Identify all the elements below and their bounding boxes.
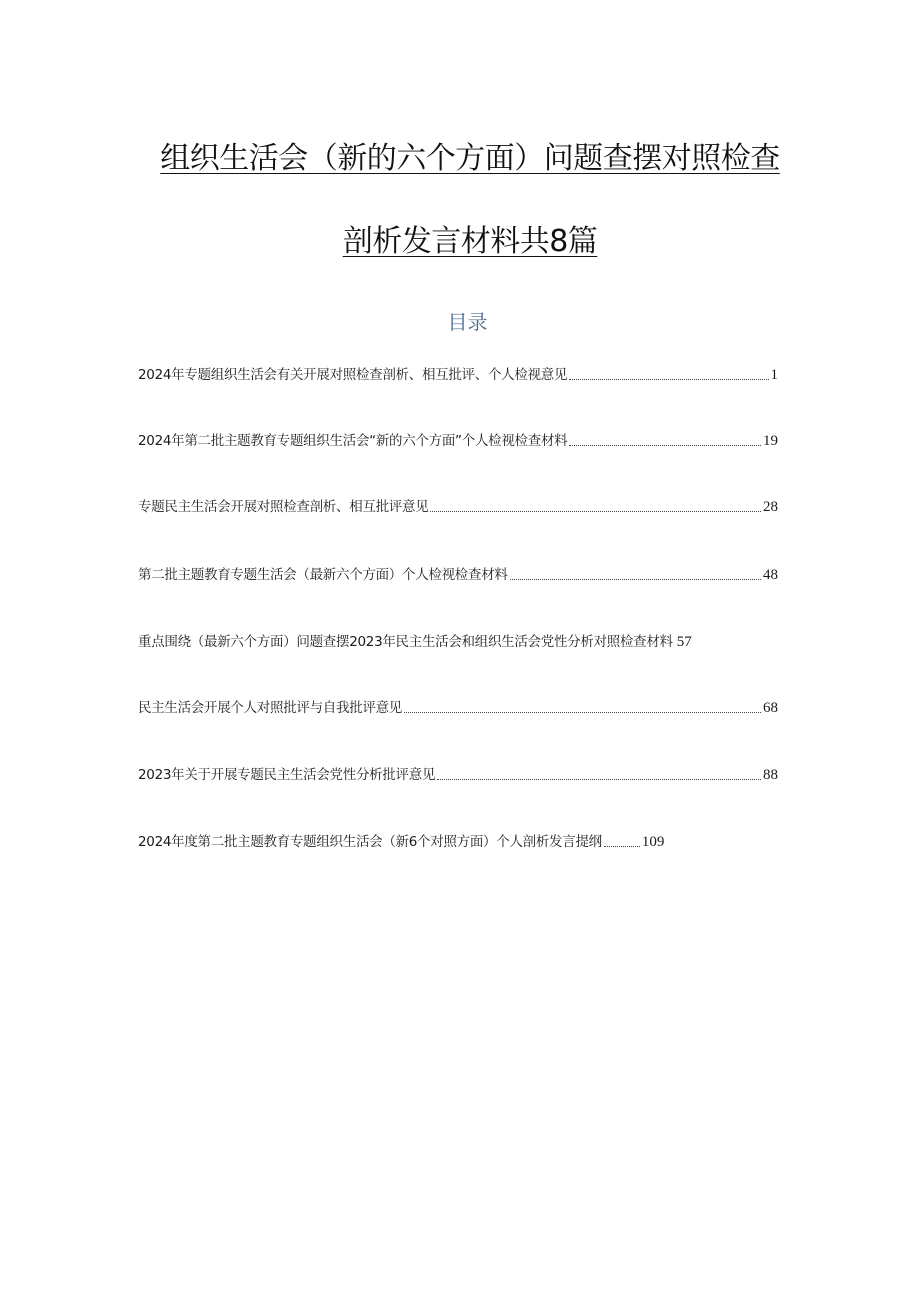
toc-entry-title: 重点围绕（最新六个方面）问题查摆2023年民主生活会和组织生活会党性分析对照检查材料 [138, 634, 673, 650]
toc-entry-6[interactable] [138, 698, 778, 718]
toc-entry-title: 2024年专题组织生活会有关开展对照检查剖析、相互批评、个人检视意见 [138, 367, 568, 383]
document-title-text-1: 组织生活会（新的六个方面）问题查摆对照检查 [160, 141, 780, 176]
toc-page-number: 48 [763, 567, 778, 583]
toc-dot-leader [569, 379, 768, 380]
toc-page-number: 57 [676, 634, 692, 650]
toc-entry-title: 2024年度第二批主题教育专题组织生活会（新6个对照方面）个人剖析发言提纲 [138, 834, 602, 850]
toc-dot-leader [404, 712, 761, 713]
toc-entry-5[interactable] [138, 632, 692, 652]
toc-page-number: 1 [770, 367, 778, 383]
toc-page-number: 68 [763, 700, 778, 716]
toc-entry-title: 专题民主生活会开展对照检查剖析、相互批评意见 [138, 499, 429, 515]
toc-entry-title: 第二批主题教育专题生活会（最新六个方面）个人检视检查材料 [138, 567, 508, 583]
toc-entry-title: 2023年关于开展专题民主生活会党性分析批评意见 [138, 767, 436, 783]
toc-entry-7[interactable] [138, 765, 778, 785]
toc-entry-title: 民主生活会开展个人对照批评与自我批评意见 [138, 700, 402, 716]
toc-entry-3[interactable] [138, 497, 778, 517]
toc-dot-leader [569, 445, 761, 446]
toc-entry-1[interactable] [138, 365, 778, 385]
toc-dot-leader [604, 846, 640, 847]
document-title-text-2: 剖析发言材料共8篇 [342, 224, 598, 259]
toc-page-number: 109 [641, 834, 665, 850]
toc-page-number: 28 [763, 499, 778, 515]
toc-dot-leader [430, 511, 761, 512]
toc-entry-title: 2024年第二批主题教育专题组织生活会“新的六个方面”个人检视检查材料 [138, 433, 568, 449]
toc-page-number: 19 [763, 433, 778, 449]
toc-dot-leader [510, 579, 761, 580]
toc-dot-leader [437, 779, 761, 780]
toc-page-number: 88 [763, 767, 778, 783]
document-title-line-1 [120, 139, 820, 179]
toc-entry-2[interactable] [138, 431, 778, 451]
toc-heading: 目录 [447, 310, 488, 334]
toc-entry-4[interactable] [138, 565, 778, 585]
document-title-line-2 [120, 222, 820, 262]
toc-entry-8[interactable] [138, 832, 664, 852]
